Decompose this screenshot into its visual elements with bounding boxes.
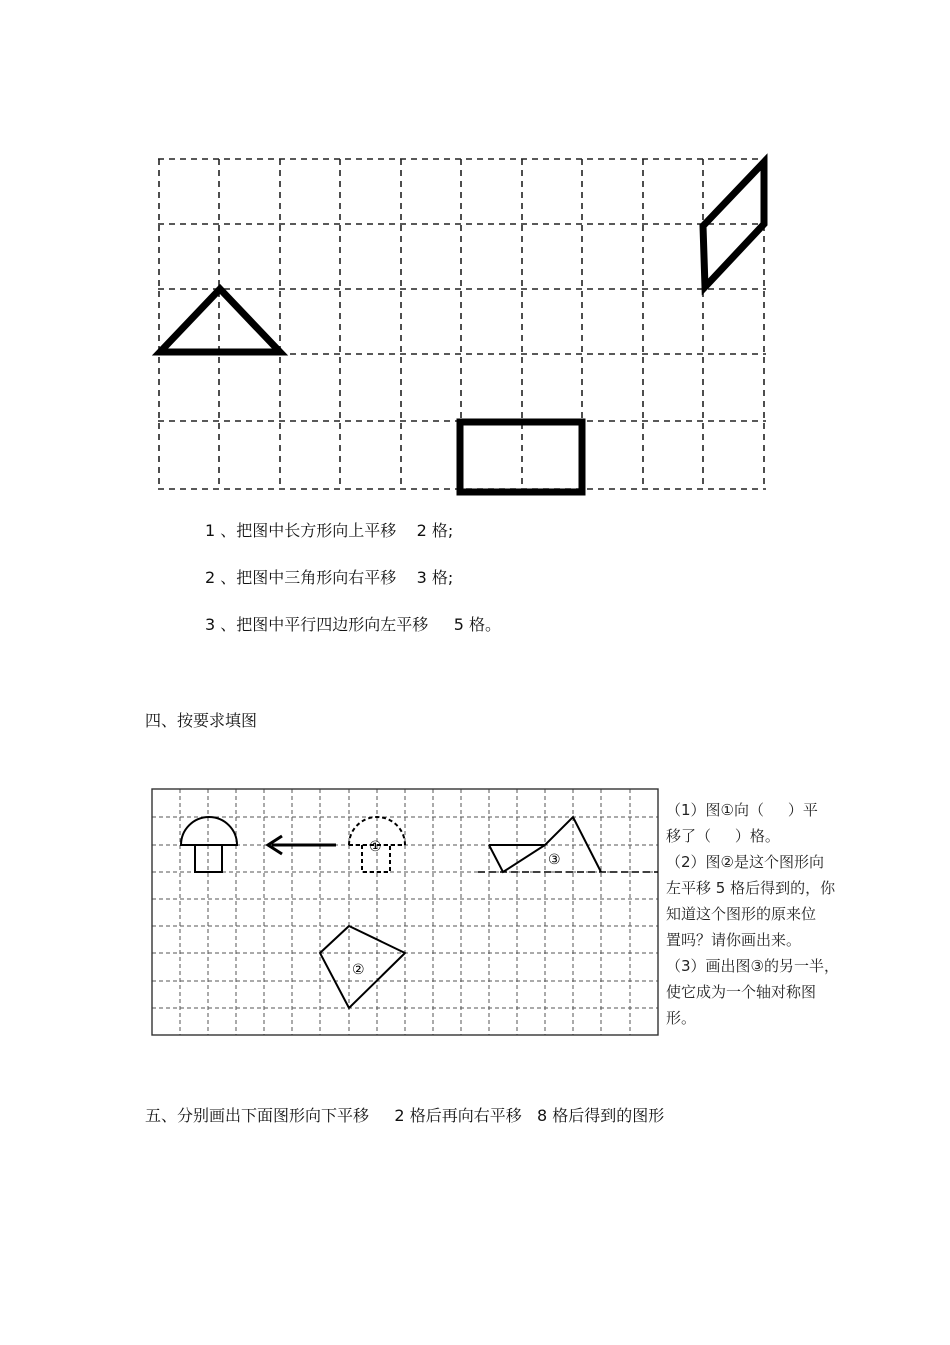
translation-grid — [0, 0, 950, 520]
question-line: 知道这个图形的原来位 — [666, 905, 817, 923]
quadrilateral-figure-2 — [320, 926, 405, 1008]
figure-2-label: ② — [352, 962, 365, 978]
mushroom-shape-dashed — [349, 817, 405, 872]
question-line: （2）图②是这个图形向 — [666, 853, 824, 871]
instruction-3: 3 、把图中平行四边形向左平移 5 格。 — [205, 615, 501, 634]
section-5-heading: 五、分别画出下面图形向下平移 2 格后再向右平移 8 格后得到的图形 — [145, 1106, 665, 1125]
question-line: （1）图①向（ ）平 — [666, 801, 818, 819]
section-4-heading: 四、按要求填图 — [145, 711, 258, 730]
mushroom-shape-solid — [181, 817, 237, 872]
question-line: 形。 — [666, 1009, 697, 1027]
figure-1-label: ① — [369, 839, 382, 855]
rectangle-shape — [460, 422, 582, 492]
instruction-2: 2 、把图中三角形向右平移 3 格; — [205, 568, 454, 587]
instruction-1: 1 、把图中长方形向上平移 2 格; — [205, 521, 454, 540]
question-line: 左平移 5 格后得到的，你 — [666, 879, 836, 897]
question-line: 使它成为一个轴对称图 — [666, 983, 817, 1001]
grid-dashed-lines — [152, 789, 658, 1035]
triangle-shape — [160, 289, 280, 352]
question-panel — [666, 797, 866, 1031]
grid-border — [152, 789, 658, 1035]
left-arrow-icon — [268, 836, 336, 854]
half-shape-figure-3 — [489, 817, 601, 872]
figure-3-label: ③ — [548, 852, 561, 868]
question-line: （3）画出图③的另一半， — [666, 957, 839, 975]
question-line: 移了（ ）格。 — [666, 827, 780, 845]
question-line: 置吗？请你画出来。 — [666, 931, 802, 949]
